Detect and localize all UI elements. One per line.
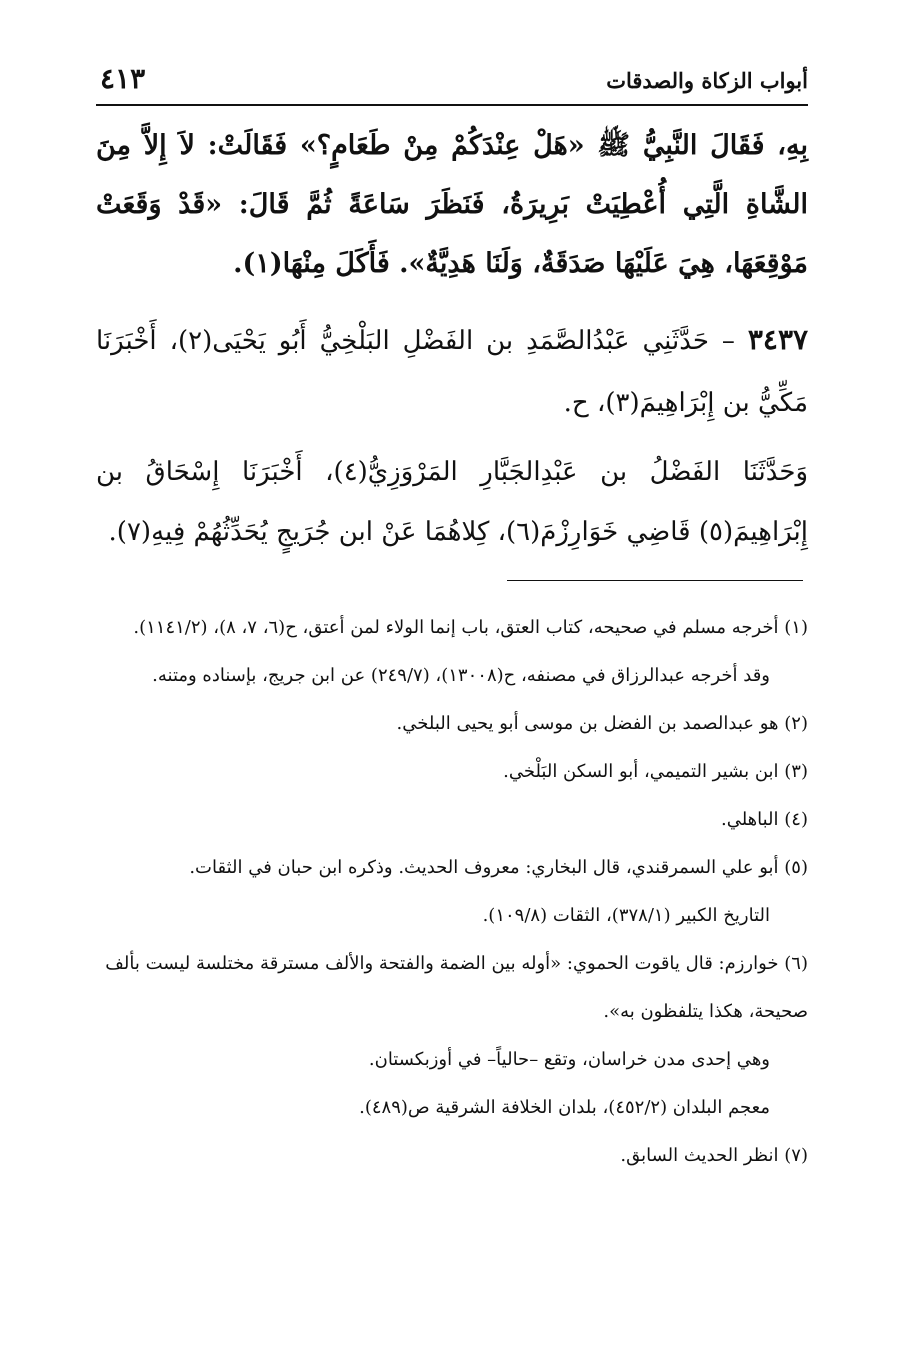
header-rule — [96, 104, 808, 106]
footnote-6-continuation: وهي إحدى مدن خراسان، وتقع –حالياً– في أوزبكستان. — [368, 1049, 770, 1070]
footnote-5-continuation: التاريخ الكبير (٣٧٨/١)، الثقات (١٠٩/٨). — [482, 905, 770, 926]
footnote-1-continuation: وقد أخرجه عبدالرزاق في مصنفه، ح(١٣٠٠٨)، (٢٤٩/٧) عن ابن جريج، بإسناده ومتنه. — [152, 665, 770, 686]
footnote-2: (٢) هو عبدالصمد بن الفضل بن موسى أبو يحيى البلخي. — [396, 713, 808, 734]
hadith-paragraph — [96, 309, 808, 434]
footnotes — [96, 604, 808, 1180]
footnote-1: (١) أخرجه مسلم في صحيحه، كتاب العتق، باب إنما الولاء لمن أعتق، ح(٦، ٧، ٨)، (١١٤١/٢). — [133, 617, 808, 638]
page-number: ٤١٣ — [100, 62, 146, 95]
hadith-number: ٣٤٣٧ — [747, 323, 809, 356]
footnote-6: (٦) خوارزم: قال ياقوت الحموي: «أوله بين الضمة والفتحة والألف مسترقة مختلسة ليست بألف صحيحة، هكذا يتلفظون به». — [105, 953, 808, 1022]
second-chain-paragraph: وَحَدَّثَنَا الفَضْلُ بن عَبْدِالجَبَّارِ المَرْوَزِيُّ(٤)، أَخْبَرَنَا إِسْحَاقُ بن إِبْرَاهِيمَ(٥) قَاضِي خَوَارِزْمَ(٦)، كِلاهُمَا عَنْ ابن جُرَيجٍ يُحَدِّثُهُمْ فِيهِ(٧). — [96, 457, 808, 547]
main-text — [96, 116, 808, 562]
hadith-chain-text: – حَدَّثَنِي عَبْدُالصَّمَدِ بن الفَضْلِ البَلْخِيُّ أَبُو يَحْيَى(٢)، أَخْبَرَنَا مَكِّيُّ بن إِبْرَاهِيمَ(٣)، ح. — [96, 326, 808, 418]
footnote-7: (٧) انظر الحديث السابق. — [620, 1145, 808, 1166]
footnote-6-source: معجم البلدان (٤٥٢/٢)، بلدان الخلافة الشرقية ص(٤٨٩). — [359, 1097, 770, 1118]
footnote-3: (٣) ابن بشير التميمي، أبو السكن البَلْخي. — [503, 761, 808, 782]
hadith-continuation-paragraph: بِهِ، فَقَالَ النَّبِيُّ ﷺ «هَلْ عِنْدَكُمْ مِنْ طَعَامٍ؟» فَقَالَتْ: لاَ إِلاَّ مِنَ الشَّاةِ الَّتِي أُعْطِيَتْ بَرِيرَةُ، فَنَظَرَ سَاعَةً ثُمَّ قَالَ: «قَدْ وَقَعَتْ مَوْقِعَهَا، هِيَ عَلَيْهَا صَدَقَةٌ، وَلَنَا هَدِيَّةٌ». فَأَكَلَ مِنْهَا(١). — [96, 130, 808, 279]
chapter-title: أبواب الزكاة والصدقات — [606, 68, 808, 93]
footnote-4: (٤) الباهلي. — [720, 809, 808, 830]
running-header — [96, 62, 808, 102]
footnote-5: (٥) أبو علي السمرقندي، قال البخاري: معروف الحديث. وذكره ابن حبان في الثقات. — [189, 857, 808, 878]
footnote-separator — [507, 580, 803, 581]
